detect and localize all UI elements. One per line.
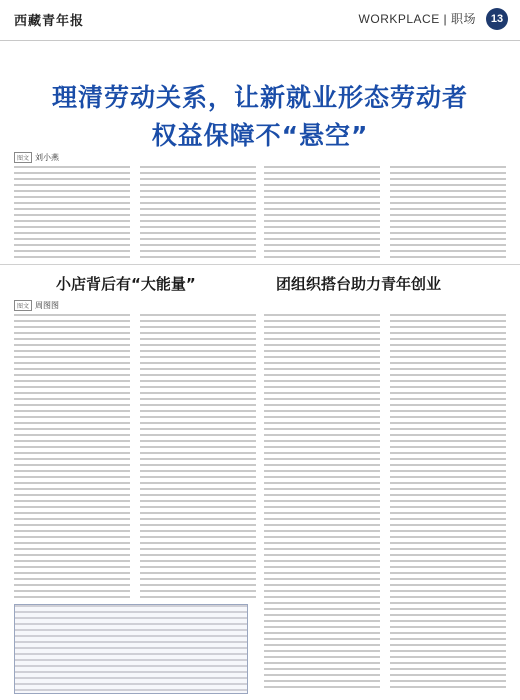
- article-2-column-3: [264, 314, 380, 692]
- article-2-column-1: [14, 314, 130, 598]
- article-2-subhead-right: 团组织搭台助力青年创业: [276, 275, 442, 293]
- main-headline-line-2: 权益保障不“悬空”: [151, 121, 369, 150]
- section-divider: [0, 264, 520, 265]
- article-1-column-3: [264, 166, 380, 258]
- editor-note-box: [14, 604, 248, 694]
- section-label: WORKPLACE | 职场: [358, 12, 476, 26]
- byline-author: 刘小燕: [35, 153, 60, 162]
- byline-tag: 图文: [14, 152, 32, 163]
- article-2-subhead-left: 小店背后有“大能量”: [56, 275, 196, 293]
- newspaper-masthead: 西藏青年报: [14, 14, 85, 29]
- page-header: [0, 0, 520, 41]
- article-2-byline: [14, 300, 59, 311]
- main-headline-line-1: 理清劳动关系，让新就业形态劳动者: [51, 83, 468, 112]
- article-1-column-2: [140, 166, 256, 258]
- article-1-column-1: [14, 166, 130, 258]
- article-2-column-4: [390, 314, 506, 692]
- article-2-column-2: [140, 314, 256, 598]
- byline-tag: 图文: [14, 300, 32, 311]
- article-1-column-4: [390, 166, 506, 258]
- byline-author: 周图图: [35, 301, 60, 310]
- page-number-badge: 13: [486, 8, 508, 30]
- article-1-byline: [14, 152, 59, 163]
